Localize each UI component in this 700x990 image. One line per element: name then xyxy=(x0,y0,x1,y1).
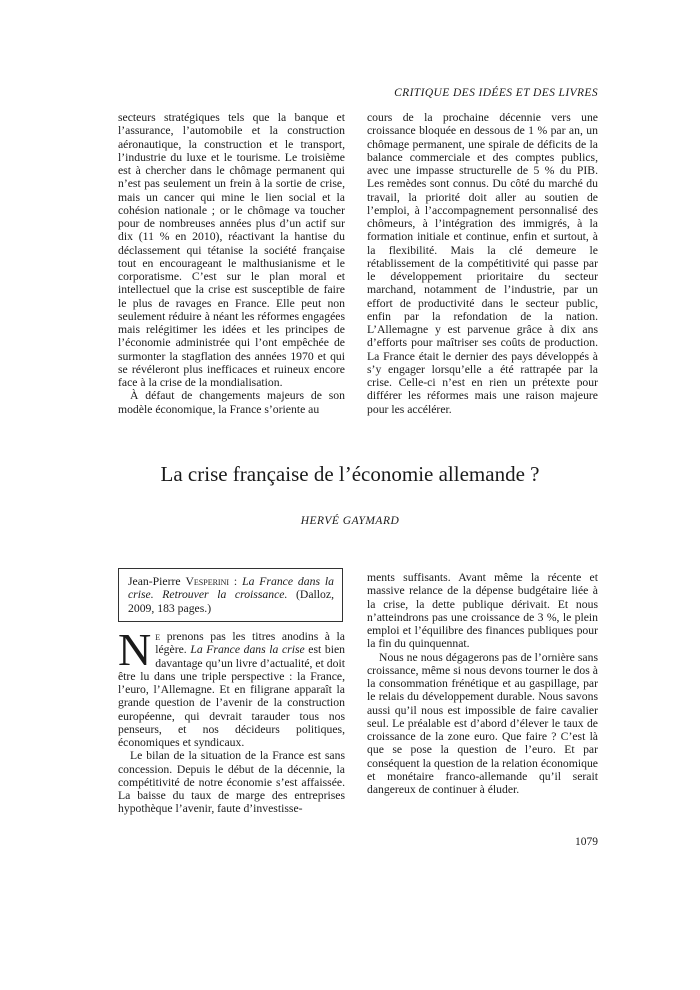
paragraph: À défaut de changements majeurs de son modèle économique, la France s’oriente au xyxy=(118,389,345,416)
lead-smallcaps: e xyxy=(155,630,161,643)
text-run: prenons pas les titres anodins à la légère. xyxy=(155,630,345,657)
paragraph: cours de la prochaine décennie vers une croissance bloquée en dessous de 1 % par an, un chômage permanent, une spirale de déficits de la balance commerciale et des comptes publics, avec une impasse structurelle de 5 % du PIB. Les remèdes sont connus. Du côté du marché du travail, la priorité doit aller au soutien de l’emploi, à l’accompagnement personnalisé des chômeurs, à l’intégration des immigrés, à la formation initiale et continue, enfin et surtout, à la flexibilité. Mais la clé demeure le rétablissement de la compétitivité qui passe par le développement prioritaire du secteur marchand, notamment de l’industrie, par un effort de productivité dans le secteur public, enfin par la refondation de la nation. L’Allemagne y est parvenue grâce à dix ans d’efforts pour maîtriser ses coûts de production. La France était le dernier des pays développés à s’y engager lorsqu’elle a été rattrapée par la crise. Celle-ci n’est en rien un prétexte pour différer les réformes mais une raison majeure pour les accélérer. xyxy=(367,111,598,416)
article-author: HERVÉ GAYMARD xyxy=(300,515,400,527)
paragraph: Nous ne nous dégagerons pas de l’ornière sans croissance, même si nous devons tourner le dos à la consommation frénétique et au gaspillage, par le relais du développement durable. Nous savons aussi qu’il nous est impossible de faire cavalier seul. Le préalable est d’abord d’élever le taux de croissance de la zone euro. Que faire ? C’est là que se pose la question de l’euro. Et par conséquent la question de la relation économique et monétaire franco-allemande qu’il serait dangereux de continuer à éluder. xyxy=(367,650,598,796)
paragraph: Le bilan de la situation de la France est sans concession. Depuis le début de la décennie, la compétitivité de notre économie s’est affaissée. La baisse du taux de marge des entreprises hypothèque l’avenir, faute d’investisse- xyxy=(118,749,345,816)
text-run: est bien davantage qu’un livre d’actualité, et doit être lu dans une triple perspective : la France, l’euro, l’Allemagne. Et en filigrane apparaît la grande question de l’avenir de la construction européenne, qui devrait tarauder tous nos penseurs, et nos décideurs politiques, économiques et syndicaux. xyxy=(118,643,346,749)
paragraph xyxy=(118,624,346,749)
paragraph: ments suffisants. Avant même la récente et massive relance de la dépense budgétaire liée à la crise, la dette publique dérivait. Et nous n’atteindrons pas une croissance de 3 %, le plein emploi et l’équilibre des finances publiques pour la fin du quinquennat. xyxy=(367,571,598,651)
book-reference-box xyxy=(118,568,343,622)
page-number: 1079 xyxy=(575,836,598,848)
reference-publisher: (Dalloz, 2009, 183 pages.) xyxy=(128,588,334,615)
paragraph: secteurs stratégiques tels que la banque et l’assurance, l’automobile et la construction aéronautique, la construction et le transport, l’industrie du luxe et le tourisme. Le troisième est à chercher dans le chômage permanent qui n’est pas seulement un frein à la sortie de crise, mais un cancer qui mine le lien social et la cohésion nationale ; or le chômage va toucher pour de nombreuses années plus d’un actif sur dix (11 % en 2010), réactivant la hantise du déclassement qui tétanise la société française tout en encourageant le malthusianisme et le corporatisme. C’est sur le plan moral et intellectuel que la crise est susceptible de faire le plus de ravages en France. Elle peut non seulement réduire à néant les réformes engagées mais relégitimer les idées et les principes de l’économie administrée qui l’ont empêchée de surmonter la stagflation des années 1970 et qui se révéleront plus inefficaces et ruineux encore face à la crise de la mondialisation. xyxy=(118,111,345,389)
top-left-column xyxy=(118,111,345,416)
running-head: CRITIQUE DES IDÉES ET DES LIVRES xyxy=(394,87,598,99)
book-title-inline: La France dans la crise xyxy=(190,643,305,657)
reference-separator: : xyxy=(229,575,243,588)
reference-author-last: Vesperini xyxy=(185,575,230,588)
article-title: La crise française de l’économie allemande ? xyxy=(160,462,540,486)
bottom-left-column xyxy=(118,624,346,816)
top-right-column xyxy=(367,111,598,416)
bottom-right-column xyxy=(367,571,598,796)
dropcap: N xyxy=(118,624,152,675)
reference-book-title: La France dans la crise. Retrouver la croissance. xyxy=(128,575,334,602)
reference-author-first: Jean-Pierre xyxy=(128,575,181,588)
